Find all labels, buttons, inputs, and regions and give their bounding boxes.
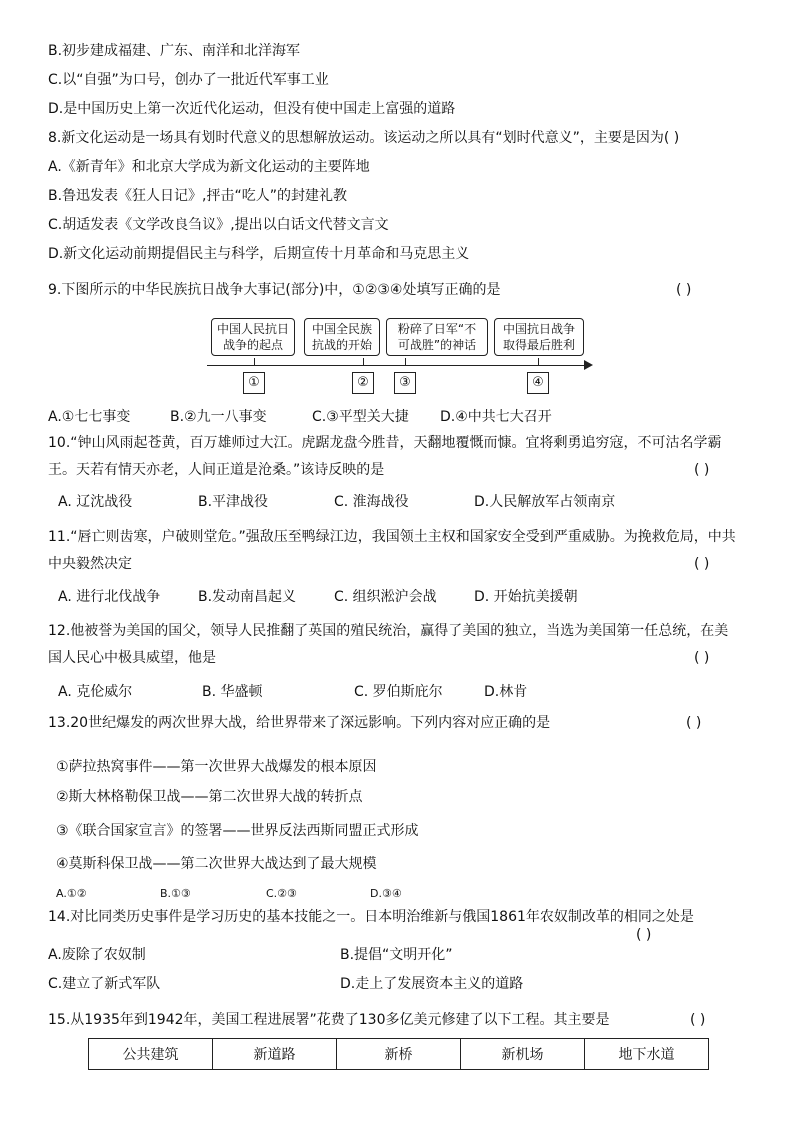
q12-answer-paren: ( ) [694,650,710,666]
q14-option-d: D.走上了发展资本主义的道路 [340,976,524,992]
timeline-box-1 [211,318,295,356]
q13-statement-3: ③《联合国家宣言》的签署——世界反法西斯同盟正式形成 [56,823,419,839]
q13-option-b: B.①③ [160,887,191,900]
q13-statement-1: ①萨拉热窝事件——第一次世界大战爆发的根本原因 [56,759,377,775]
timeline-box-4-line2: 取得最后胜利 [502,338,575,352]
q13-statement-2: ②斯大林格勒保卫战——第二次世界大战的转折点 [56,789,363,805]
q11-stem-line2: 中央毅然决定 [48,556,132,572]
timeline-box-2-line1: 中国全民族 [311,322,372,336]
q11-option-c: C. 组织淞沪会战 [334,589,437,605]
q9-option-d: D.④中共七大召开 [440,409,552,425]
q12-option-b: B. 华盛顿 [202,684,263,700]
q15-answer-paren: ( ) [690,1012,706,1028]
q12-option-c: C. 罗伯斯庇尔 [354,684,443,700]
q14-option-c: C.建立了新式军队 [48,976,161,992]
q9-answer-paren: ( ) [676,282,692,298]
timeline-box-2 [304,318,380,356]
q11-option-b: B.发动南昌起义 [198,589,297,605]
timeline-tick-3 [405,358,406,366]
timeline-marker-1: ① [243,372,265,394]
table-cell: 公共建筑 [89,1039,213,1070]
timeline-box-4-line1: 中国抗日战争 [502,322,575,336]
timeline-box-3-line1: 粉碎了日军“不 [397,322,477,336]
table-cell: 新桥 [337,1039,461,1070]
timeline-tick-4 [538,358,539,366]
q7-option-c: C.以“自强”为口号，创办了一批近代军事工业 [48,72,329,88]
q14-answer-paren: ( ) [636,927,652,943]
q10-answer-paren: ( ) [694,462,710,478]
timeline-marker-4: ④ [527,372,549,394]
timeline-marker-3: ③ [394,372,416,394]
q10-stem-line1: 10.“钟山风雨起苍黄，百万雄师过大江。虎踞龙盘今胜昔，天翻地覆慨而慷。宜将剩勇追穷寇，不可沽名学霸 [48,435,722,451]
q7-option-b: B.初步建成福建、广东、南洋和北洋海军 [48,43,301,59]
timeline-box-2-line2: 抗战的开始 [311,338,372,352]
q11-option-a: A. 进行北伐战争 [58,589,161,605]
timeline-axis [207,365,587,366]
q10-option-d: D.人民解放军占领南京 [474,494,616,510]
q13-option-a: A.①② [56,887,87,900]
table-cell: 地下水道 [585,1039,709,1070]
q9-option-a: A.①七七事变 [48,409,131,425]
timeline-box-3 [386,318,488,356]
timeline-box-1-line2: 战争的起点 [222,338,283,352]
q11-option-d: D. 开始抗美援朝 [474,589,578,605]
q8-option-b: B.鲁迅发表《狂人日记》,抨击“吃人”的封建礼教 [48,188,348,204]
q13-option-d: D.③④ [370,887,402,900]
q12-stem-line2: 国人民心中极具威望，他是 [48,650,216,666]
q11-stem-line1: 11.“唇亡则齿寒，户破则堂危。”强敌压至鸭绿江边，我国领土主权和国家安全受到严重威胁。为挽救危局，中共 [48,529,736,545]
q7-option-d: D.是中国历史上第一次近代化运动，但没有使中国走上富强的道路 [48,101,456,117]
q13-option-c: C.②③ [266,887,297,900]
q8-option-d: D.新文化运动前期提倡民主与科学，后期宣传十月革命和马克思主义 [48,246,470,262]
q10-option-a: A. 辽沈战役 [58,494,133,510]
q8-option-c: C.胡适发表《文学改良刍议》,提出以白话文代替文言文 [48,217,389,233]
timeline-tick-1 [254,358,255,366]
q15-projects-table [88,1038,709,1070]
q11-answer-paren: ( ) [694,556,710,572]
q14-option-b: B.提倡“文明开化” [340,947,453,963]
q8-option-a: A.《新青年》和北京大学成为新文化运动的主要阵地 [48,159,370,175]
q15-stem: 15.从1935年到1942年，美国工程进展署”花费了130多亿美元修建了以下工程。其主要是 [48,1012,610,1028]
q9-stem: 9.下图所示的中华民族抗日战争大事记(部分)中，①②③④处填写正确的是 [48,282,501,298]
q10-option-b: B.平津战役 [198,494,269,510]
table-cell: 新机场 [461,1039,585,1070]
q9-option-c: C.③平型关大捷 [312,409,409,425]
q14-stem: 14.对比同类历史事件是学习历史的基本技能之一。日本明治维新与俄国1861年农奴制改革的相同之处是 [48,909,694,925]
table-row [89,1039,709,1070]
q13-answer-paren: ( ) [686,715,702,731]
q12-option-d: D.林肯 [484,684,528,700]
timeline-box-1-line1: 中国人民抗日 [216,322,289,336]
q12-stem-line1: 12.他被誉为美国的国父，领导人民推翻了英国的殖民统治，赢得了美国的独立，当选为美国第一任总统，在美 [48,623,729,639]
timeline-box-4 [494,318,584,356]
q10-option-c: C. 淮海战役 [334,494,409,510]
timeline-arrow-icon [584,360,593,370]
q12-option-a: A. 克伦威尔 [58,684,133,700]
q14-option-a: A.废除了农奴制 [48,947,146,963]
q13-stem: 13.20世纪爆发的两次世界大战，给世界带来了深远影响。下列内容对应正确的是 [48,715,551,731]
q13-statement-4: ④莫斯科保卫战——第二次世界大战达到了最大规模 [56,856,377,872]
timeline-box-3-line2: 可战胜”的神话 [397,338,477,352]
q9-option-b: B.②九一八事变 [170,409,267,425]
timeline-marker-2: ② [352,372,374,394]
q10-stem-line2: 王。天若有情天亦老，人间正道是沧桑。”该诗反映的是 [48,462,385,478]
timeline-tick-2 [363,358,364,366]
q8-stem: 8.新文化运动是一场具有划时代意义的思想解放运动。该运动之所以具有“划时代意义”，主要是因为( ) [48,130,680,146]
table-cell: 新道路 [213,1039,337,1070]
